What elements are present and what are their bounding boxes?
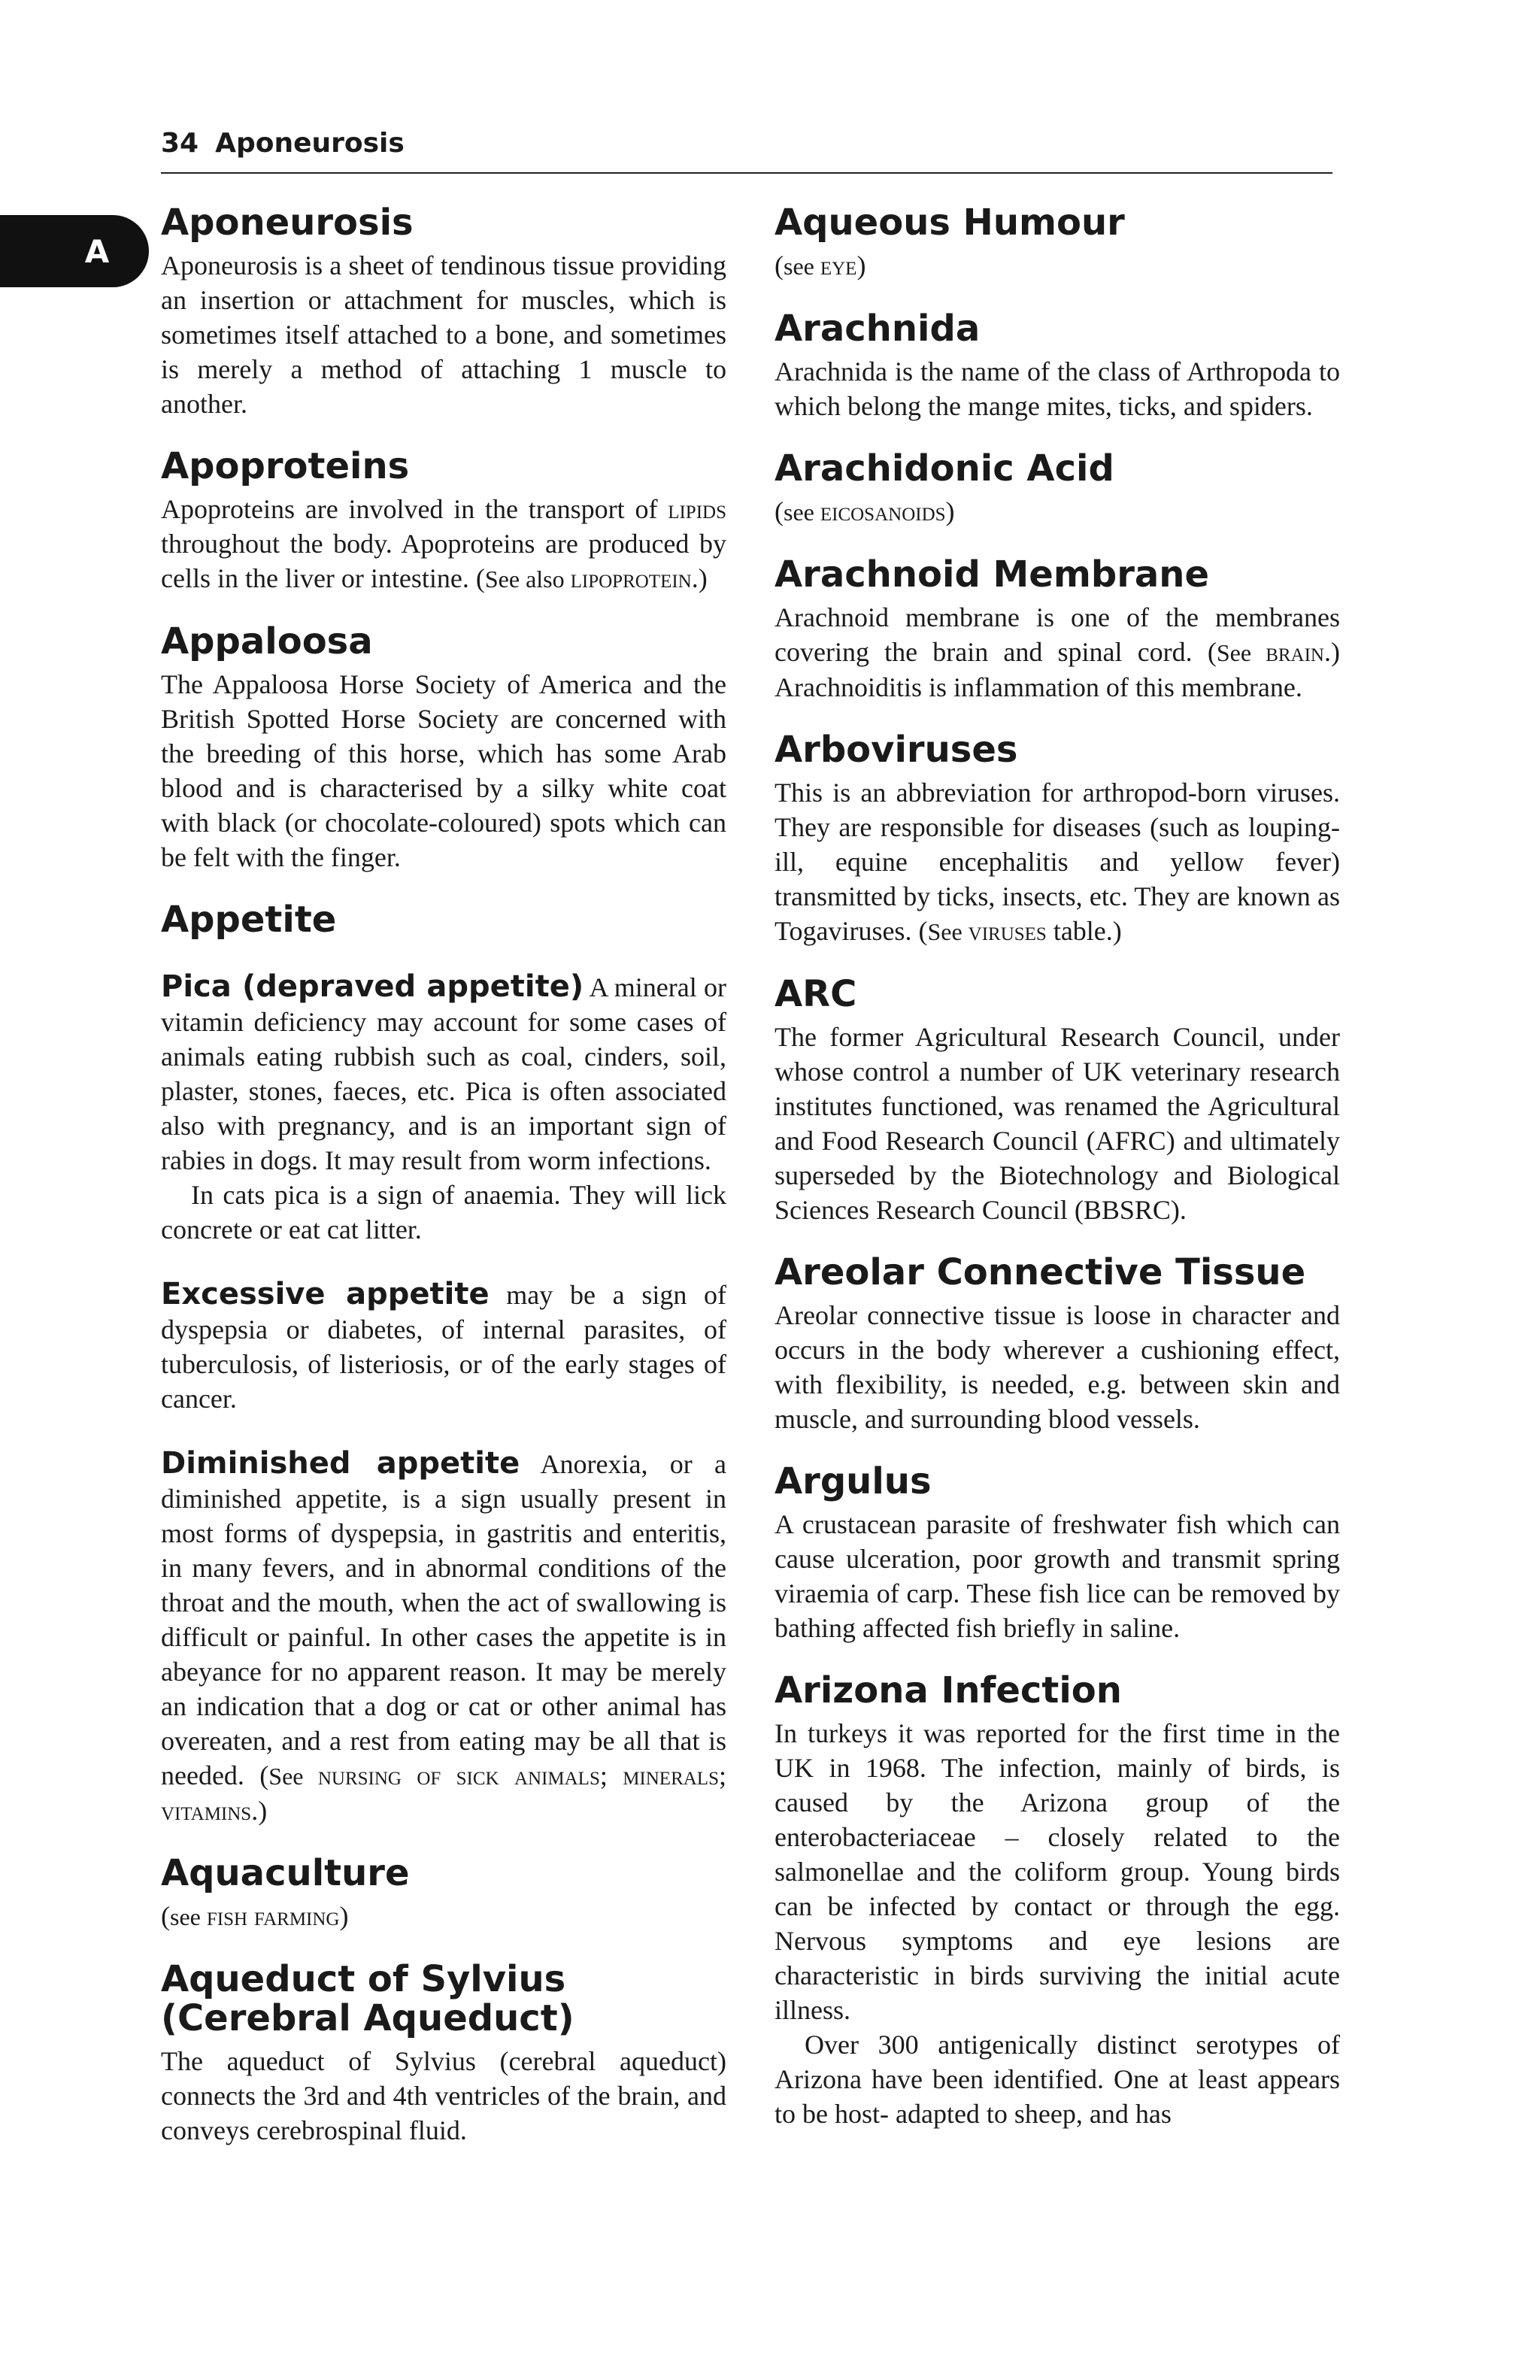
subheading: Diminished appetite bbox=[161, 1446, 520, 1481]
entry-heading: Arizona Infection bbox=[775, 1669, 1122, 1711]
subheading: Excessive appetite bbox=[161, 1277, 490, 1311]
entry-text-2: Over 300 antigenically distinct serotypes of Arizona have been identified. One at least appears to be host- adapted to sheep, and has bbox=[775, 2030, 1340, 2129]
cross-reference: brain bbox=[1266, 637, 1324, 667]
entry-heading: Appaloosa bbox=[161, 620, 373, 662]
entry-arachnida bbox=[775, 309, 1340, 423]
right-column bbox=[775, 203, 1340, 2157]
entry-argulus bbox=[775, 1462, 1340, 1645]
entry-heading: Arachnida bbox=[775, 308, 981, 350]
cross-reference: lipids bbox=[668, 494, 726, 524]
entry-heading: Argulus bbox=[775, 1460, 932, 1502]
entry-heading: Arachidonic Acid bbox=[775, 447, 1114, 490]
letter-tab-label: A bbox=[84, 232, 110, 270]
running-head bbox=[161, 128, 1332, 174]
entry-heading: Arachnoid Membrane bbox=[775, 553, 1209, 596]
entry-text: The former Agricultural Research Council, under whose control a number of UK veterinary research institutes functioned, was renamed the Agricultural and Food Research Council (AFRC) and ultimately superseded by the Biotechnology and Biological Sciences Research Council (BBSRC). bbox=[775, 1022, 1340, 1225]
entry-text: The aqueduct of Sylvius (cerebral aqueduct) connects the 3rd and 4th ventricles of the brain, and conveys cerebrospinal fluid. bbox=[161, 2046, 726, 2145]
entry-heading: Appetite bbox=[161, 899, 337, 941]
page-number: 34 bbox=[161, 128, 199, 159]
subheading: Pica (depraved appetite) bbox=[161, 969, 584, 1004]
entry-arc bbox=[775, 975, 1340, 1227]
entry-aponeurosis bbox=[161, 203, 726, 421]
cross-reference: nursing of sick animals; minerals; vitamins bbox=[161, 1760, 726, 1826]
entry-aqueous-humour bbox=[775, 203, 1340, 283]
entry-text: The Appaloosa Horse Society of America and the British Spotted Horse Society are concerned with the breeding of this horse, which has some Arab blood and is characterised by a silky white coat with black (or chocolate-coloured) spots which can be felt with the finger. bbox=[161, 669, 726, 872]
entry-appetite bbox=[161, 900, 726, 1828]
cross-reference: lipoprotein bbox=[570, 563, 692, 593]
excessive-paragraph: Excessive appetite may be a sign of dyspepsia or diabetes, of internal parasites, of tuberculosis, of listeriosis, or of the early stages of cancer. bbox=[161, 1277, 727, 1414]
entry-heading: ARC bbox=[775, 973, 857, 1015]
cross-reference: eye bbox=[820, 250, 857, 280]
pica-paragraph: Pica (depraved appetite) A mineral or vitamin deficiency may account for some cases of animals eating rubbish such as coal, cinders, soil, plaster, stones, faeces, etc. Pica is often associated also with pregnancy, and is an important sign of rabies in dogs. It may result from worm infections. bbox=[161, 969, 727, 1175]
entry-apoproteins bbox=[161, 447, 726, 596]
entry-aquaculture bbox=[161, 1854, 726, 1934]
entry-text: Arachnoid membrane is one of the membranes covering the brain and spinal cord. (See brain.) Arachnoiditis is inflammation of this membrane. bbox=[775, 602, 1340, 702]
letter-tab bbox=[0, 215, 149, 287]
cross-reference: viruses bbox=[968, 916, 1047, 946]
entry-text: (see fish farming) bbox=[161, 1901, 349, 1931]
entry-text: A crustacean parasite of freshwater fish which can cause ulceration, poor growth and transmit spring viraemia of carp. These fish lice can be removed by bathing affected fish briefly in saline. bbox=[775, 1509, 1340, 1643]
cross-reference: eicosanoids bbox=[820, 496, 946, 526]
entry-heading: Apoproteins bbox=[161, 445, 410, 487]
entry-heading: Aponeurosis bbox=[161, 202, 414, 244]
entry-heading: Arboviruses bbox=[775, 729, 1018, 771]
entry-arachidonic-acid bbox=[775, 449, 1340, 529]
entry-aqueduct bbox=[161, 1960, 726, 2148]
entry-arachnoid-membrane bbox=[775, 555, 1340, 705]
entry-text: Aponeurosis is a sheet of tendinous tissue providing an insertion or attachment for muscles, which is sometimes itself attached to a bone, and sometimes is merely a method of attaching 1 muscle to another. bbox=[161, 250, 726, 419]
entry-areolar-connective-tissue bbox=[775, 1253, 1340, 1436]
diminished-paragraph: Diminished appetite Anorexia, or a diminished appetite, is a sign usually present in most forms of dyspepsia, in gastritis and enteritis, in many fevers, and in abnormal conditions of the throat and the mouth, when the act of swallowing is difficult or painful. In other cases the appetite is in abeyance for no apparent reason. It may be merely an indication that a dog or cat or other animal has overeaten, and a rest from eating may be all that is needed. (See nursing of sick animals; minerals; vitamins.) bbox=[161, 1446, 726, 1826]
left-column bbox=[161, 203, 726, 2173]
entry-text: (see eye) bbox=[775, 250, 866, 280]
entry-heading: Aqueous Humour bbox=[775, 202, 1125, 244]
entry-arboviruses bbox=[775, 730, 1340, 949]
entry-text: In turkeys it was reported for the first time in the UK in 1968. The infection, mainly of birds, is caused by the Arizona group of the enterobacteriaceae – closely related to the salmonellae and the coliform group. Young birds can be infected by contact or through the egg. Nervous symptoms and eye lesions are characteristic in birds surviving the initial acute illness. bbox=[775, 1718, 1340, 2025]
entry-text: (see eicosanoids) bbox=[775, 496, 955, 526]
entry-arizona-infection bbox=[775, 1671, 1340, 2131]
running-title: Aponeurosis bbox=[215, 128, 405, 159]
entry-heading: Aquaculture bbox=[161, 1852, 410, 1894]
entry-appaloosa bbox=[161, 622, 726, 875]
entry-heading: Areolar Connective Tissue bbox=[775, 1251, 1306, 1293]
entry-text: Apoproteins are involved in the transport of lipids throughout the body. Apoproteins are produced by cells in the liver or intestine. (See also lipoprotein.) bbox=[161, 494, 726, 593]
cross-reference: fish farming bbox=[206, 1901, 340, 1931]
pica-paragraph-2: In cats pica is a sign of anaemia. They will lick concrete or eat cat litter. bbox=[161, 1180, 726, 1245]
entry-text: This is an abbreviation for arthropod-born viruses. They are responsible for diseases (such as louping-ill, equine encephalitis and yellow fever) transmitted by ticks, insects, etc. They are known as Togaviruses. (See viruses table.) bbox=[775, 778, 1340, 946]
entry-heading: Aqueduct of Sylvius (Cerebral Aqueduct) bbox=[161, 1958, 574, 2039]
entry-text: Arachnida is the name of the class of Arthropoda to which belong the mange mites, ticks, and spiders. bbox=[775, 356, 1340, 421]
entry-text: Areolar connective tissue is loose in character and occurs in the body wherever a cushioning effect, with flexibility, is needed, e.g. between skin and muscle, and surrounding blood vessels. bbox=[775, 1300, 1340, 1434]
